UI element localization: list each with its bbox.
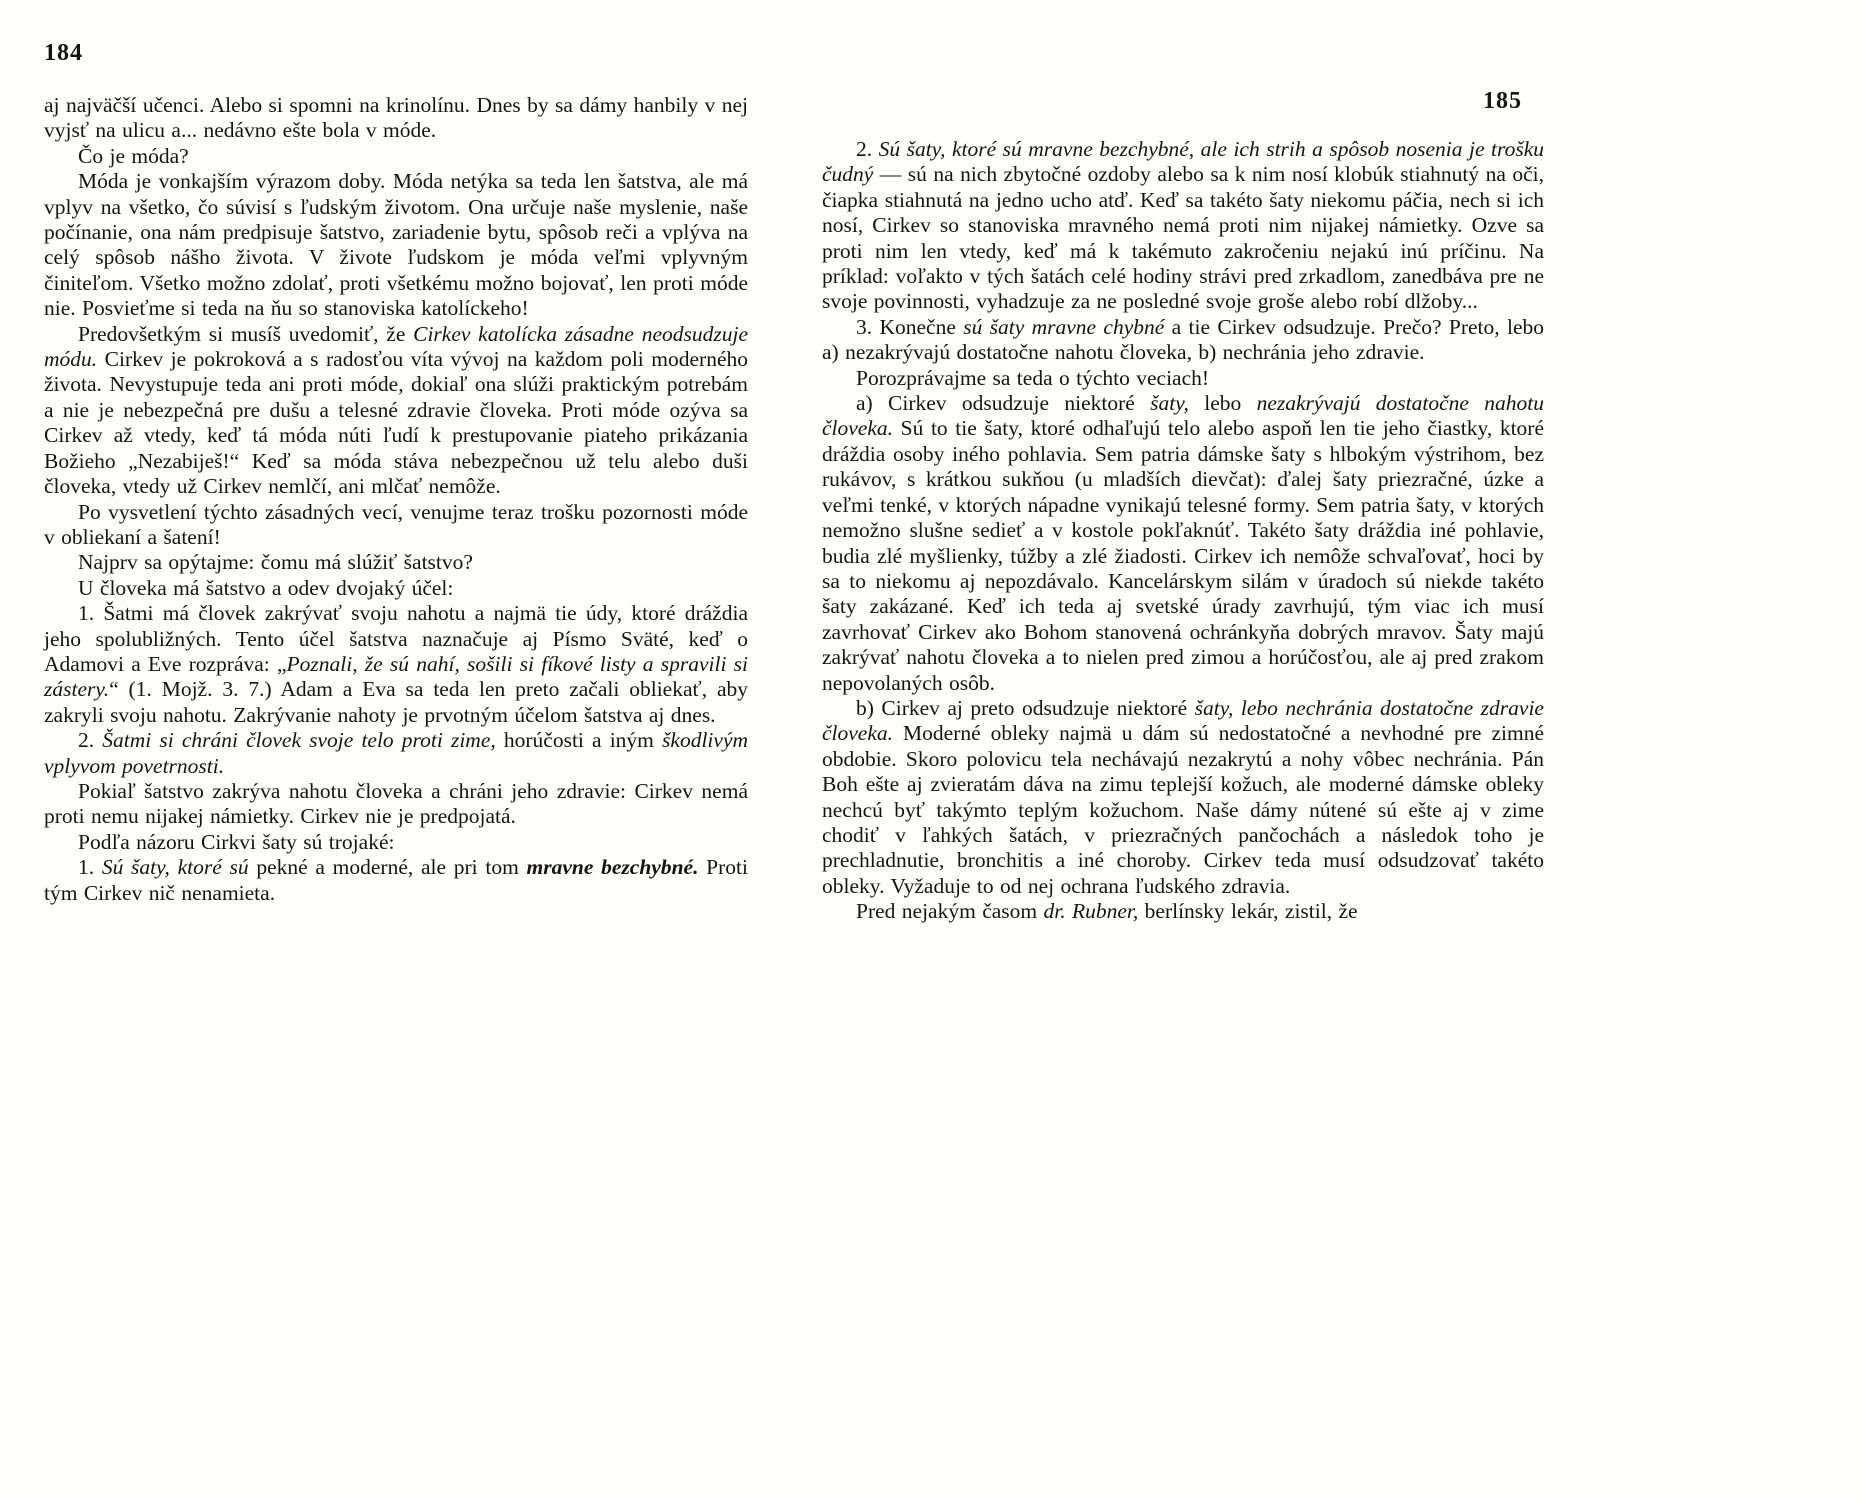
section-heading: Čo je móda? — [78, 143, 189, 168]
paragraph: Po vysvetlení týchto zásadných vecí, venujme teraz trošku pozornosti móde v obliekaní a šatení! — [44, 499, 748, 549]
paragraph: Najprv sa opýtajme: čomu má slúžiť šatstvo? — [78, 550, 473, 575]
paragraph: a) Cirkev odsudzuje niektoré šaty, lebo nezakrývajú dostatočne nahotu človeka. Sú to tie šaty, ktoré odhaľujú telo alebo aspoň len tie jeho čiastky, ktoré dráždia osoby iného pohlavia. Sem patria dámske šaty s hlbokým výstrihom, bez rukávov, s krátkou sukňou (u mladších dievčat): ďalej šaty priezračné, úzke a veľmi tenké, v ktorých nápadne vynikajú telesné formy. Sem patria šaty, v ktorých nemožno slušne sedieť a v kostole pokľaknúť. Takéto šaty dráždia iné pohlavie, budia zlé myšlienky, túžby a zlé žiadosti. Cirkev ich nemôže schvaľovať, hoci by sa to niekomu aj nepozdávalo. Kancelárskym silám v úradoch sú niekde takéto šaty zakázané. Keď ich teda aj svetské úrady zavrhujú, tým viac ich musí zavrhovať Cirkev ako Bohom stanovená ochránkyňa dobrých mravov. Šaty majú zakrývať nahotu človeka a to nielen pred zimou a horúčosťou, ale aj pred zrakom nepovolaných osôb. — [822, 391, 1544, 695]
paragraph: 2. Šatmi si chráni človek svoje telo proti zime, horúčosti a iným škodlivým vplyvom povetrnosti. — [44, 728, 749, 778]
paragraph: Predovšetkým si musíš uvedomiť, že Cirkev katolícka zásadne neodsudzuje módu. Cirkev je pokroková a s radosťou víta vývoj na každom poli moderného života. Nevystupuje teda ani proti móde, dokiaľ ona slúži praktickým potrebám a nie je nebezpečná pre dušu a telesné zdravie človeka. Proti móde ozýva sa Cirkev až vtedy, keď tá móda núti ľudí k prestupovanie piateho prikázania Božieho „Nezabiješ!“ Keď sa móda stáva nebezpečnou už telu alebo duši človeka, vtedy už Cirkev nemlčí, ani mlčať nemôže. — [44, 321, 748, 499]
paragraph: 3. Konečne sú šaty mravne chybné a tie Cirkev odsudzuje. Prečo? Preto, lebo a) nezakrývajú dostatočne nahotu človeka, b) nechránia jeho zdravie. — [822, 314, 1545, 365]
text-column-right — [822, 137, 1544, 925]
paragraph: Porozprávajme sa teda o týchto veciach! — [856, 365, 1210, 390]
paragraph: Móda je vonkajším výrazom doby. Móda netýka sa teda len šatstva, ale má vplyv na všetko, čo súvisí s ľudským životom. Ona určuje naše myslenie, naše počínanie, ona nám predpisuje šatstvo, zariadenie bytu, spôsob reči a vplýva na celý spôsob nášho života. V živote ľudskom je móda veľmi vplyvným činiteľom. Všetko možno zdolať, proti všetkému možno bojovať, len proti móde nie. Posvieťme si teda na ňu so stanoviska katolíckeho! — [44, 169, 748, 321]
paragraph: Pokiaľ šatstvo zakrýva nahotu človeka a chráni jeho zdravie: Cirkev nemá proti nemu nijakej námietky. Cirkev nie je predpojatá. — [44, 778, 748, 829]
page-number-left: 184 — [44, 40, 83, 66]
paragraph: Pred nejakým časom dr. Rubner, berlínsky lekár, zistil, že — [856, 899, 1358, 924]
paragraph: U človeka má šatstvo a odev dvojaký účel: — [78, 575, 454, 600]
paragraph: aj najväčší učenci. Alebo si spomni na krinolínu. Dnes by sa dámy hanbily v nej vyjsť na ulicu a... nedávno ešte bola v móde. — [44, 93, 748, 143]
page-left — [44, 40, 748, 906]
text-column-left — [44, 93, 748, 906]
page-number-right: 185 — [1483, 88, 1522, 114]
paragraph: 2. Sú šaty, ktoré sú mravne bezchybné, ale ich strih a spôsob nosenia je trošku čudný — sú na nich zbytočné ozdoby alebo sa k nim nosí klobúk stiahnutý na oči, čiapka stiahnutá na jedno ucho atď. Keď sa takéto šaty niekomu páčia, nech si ich nosí, Cirkev so stanoviska mravného nemá proti nim nijakej námietky. Ozve sa proti nim len vtedy, keď má k takémuto zakročeniu nejakú inú príčinu. Na príklad: voľakto v tých šatách celé hodiny strávi pred zrkadlom, zanedbáva pre ne svoje povinnosti, vyhadzuje za ne posledné svoje groše alebo robí dlžoby... — [822, 137, 1545, 314]
page-right — [822, 88, 1544, 925]
paragraph: b) Cirkev aj preto odsudzuje niektoré šaty, lebo nechránia dostatočne zdravie človeka. Moderné obleky najmä u dám sú nedostatočné a nevhodné pre zimné obdobie. Skoro polovicu tela nechávajú nezakrytú a nohy vôbec nechránia. Pán Boh ešte aj zvieratám dáva na zimu teplejší kožuch, ale moderné dámske obleky nechcú byť takýmto teplým kožuchom. Naše dámy nútené sú ešte aj v zime chodiť v ľahkých šatách, v priezračných pančochách a následok toho je prechladnutie, bronchitis a iné choroby. Cirkev teda musí odsudzovať takéto obleky. Vyžaduje to od nej ochrana ľudského zdravia. — [822, 695, 1544, 898]
paragraph: Podľa názoru Cirkvi šaty sú trojaké: — [78, 829, 395, 854]
paragraph: 1. Šatmi má človek zakrývať svoju nahotu a najmä tie údy, ktoré dráždia jeho spolubližných. Tento účel šatstva naznačuje aj Písmo Sväté, keď o Adamovi a Eve rozpráva: „Poznali, že sú nahí, sošili si fíkové listy a spravili si zástery.“ (1. Mojž. 3. 7.) Adam a Eva sa teda len preto začali obliekať, aby zakryli svoju nahotu. Zakrývanie nahoty je prvotným účelom šatstva aj dnes. — [44, 601, 748, 727]
paragraph: 1. Sú šaty, ktoré sú pekné a moderné, ale pri tom mravne bezchybné. Proti tým Cirkev nič nenamieta. — [44, 855, 748, 905]
